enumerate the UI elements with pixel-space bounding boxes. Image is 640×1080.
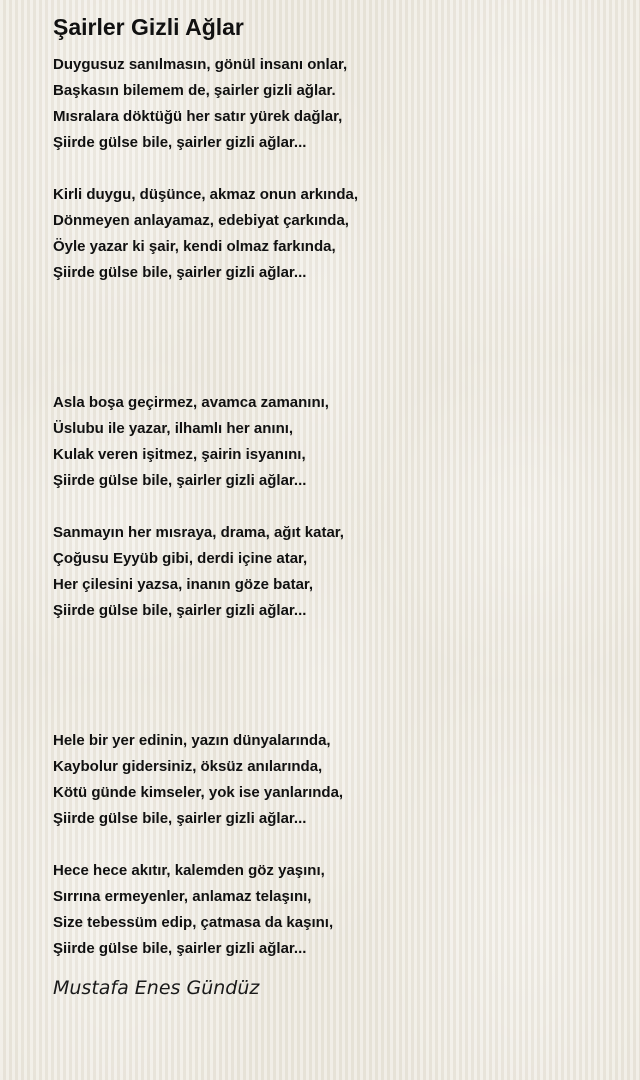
poem-line: Her çilesini yazsa, inanın göze batar, (53, 576, 314, 593)
poem-refrain: Şiirde gülse bile, şairler gizli ağlar... (53, 472, 307, 489)
poem-page (53, 12, 613, 1000)
poem-line: Hece hece akıtır, kalemden göz yaşını, (53, 862, 325, 879)
poem-line: Kaybolur gidersiniz, öksüz anılarında, (53, 758, 323, 775)
poem-title: Şairler Gizli Ağlar (53, 14, 244, 40)
stanza-6 (53, 858, 613, 962)
poem-refrain: Şiirde gülse bile, şairler gizli ağlar... (53, 134, 307, 151)
stanza-gap (53, 494, 613, 520)
poem-refrain: Şiirde gülse bile, şairler gizli ağlar... (53, 810, 307, 827)
stanza-1 (53, 52, 613, 156)
poem-line: Başkasın bilemem de, şairler gizli ağlar. (53, 82, 336, 99)
poem-line: Sanmayın her mısraya, drama, ağıt katar, (53, 524, 344, 541)
poem-refrain: Şiirde gülse bile, şairler gizli ağlar... (53, 940, 307, 957)
poem-line: Sırrına ermeyenler, anlamaz telaşını, (53, 888, 312, 905)
stanza-3 (53, 390, 613, 494)
poem-line: Duygusuz sanılmasın, gönül insanı onlar, (53, 56, 348, 73)
stanza-gap-large (53, 624, 613, 728)
poem-line: Dönmeyen anlayamaz, edebiyat çarkında, (53, 212, 349, 229)
poem-refrain: Şiirde gülse bile, şairler gizli ağlar... (53, 264, 307, 281)
stanza-gap (53, 832, 613, 858)
poem-line: Size tebessüm edip, çatmasa da kaşını, (53, 914, 334, 931)
stanza-2 (53, 182, 613, 286)
poem-author: Mustafa Enes Gündüz (53, 977, 260, 999)
poem-line: Kulak veren işitmez, şairin isyanını, (53, 446, 306, 463)
stanza-gap-large (53, 286, 613, 390)
poem-line: Öyle yazar ki şair, kendi olmaz farkında, (53, 238, 336, 255)
poem-line: Hele bir yer edinin, yazın dünyalarında, (53, 732, 331, 749)
poem-line: Kötü günde kimseler, yok ise yanlarında, (53, 784, 344, 801)
poem-refrain: Şiirde gülse bile, şairler gizli ağlar... (53, 602, 307, 619)
poem-line: Asla boşa geçirmez, avamca zamanını, (53, 394, 329, 411)
poem-line: Üslubu ile yazar, ilhamlı her anını, (53, 420, 294, 437)
poem-line: Kirli duygu, düşünce, akmaz onun arkında, (53, 186, 359, 203)
poem-line: Mısralara döktüğü her satır yürek dağlar, (53, 108, 343, 125)
stanza-4 (53, 520, 613, 624)
poem-line: Çoğusu Eyyüb gibi, derdi içine atar, (53, 550, 308, 567)
stanza-5 (53, 728, 613, 832)
stanza-gap (53, 156, 613, 182)
